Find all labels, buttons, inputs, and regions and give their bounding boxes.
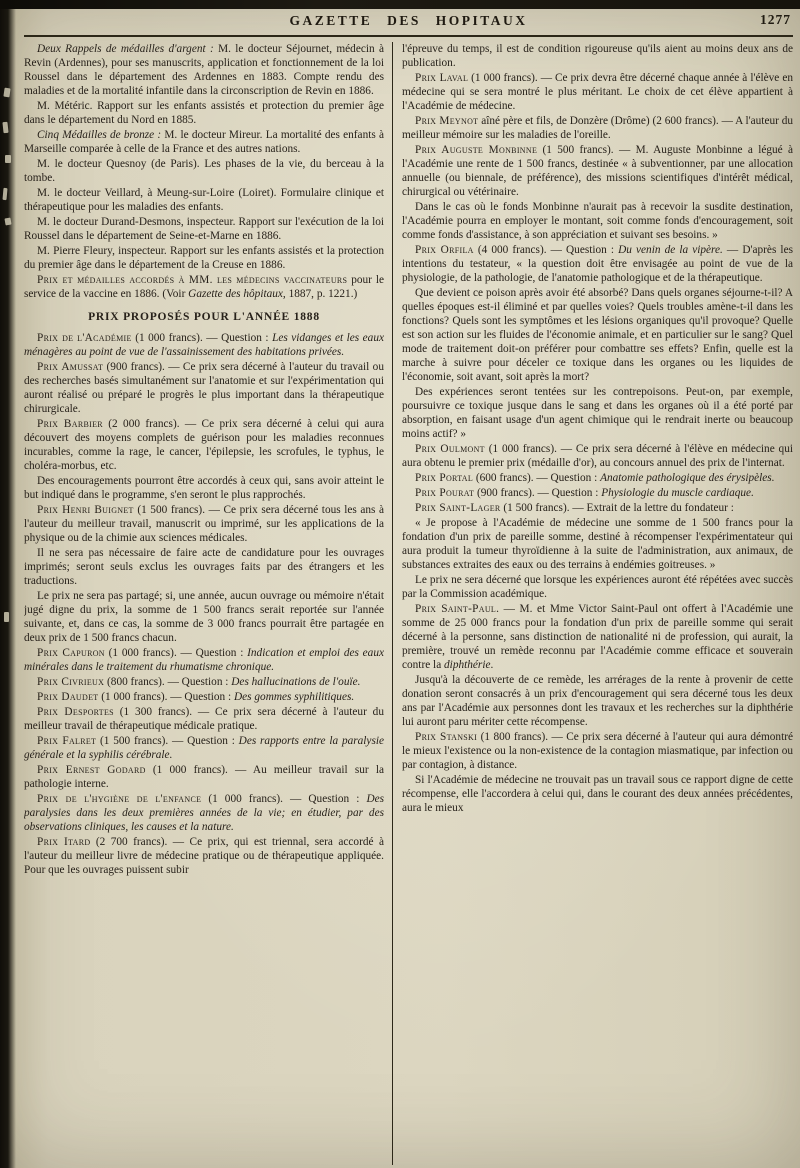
italic-text: Du venin de la vipère. <box>618 244 723 256</box>
text-segment: M. le docteur Veillard, à Meung-sur-Loire (Loiret). Formulaire clinique et thérapeutique pour les maladies des enfants. <box>24 187 384 213</box>
paragraph <box>402 143 793 199</box>
paragraph <box>402 730 793 772</box>
prize-name: Prix Auguste Monbinne <box>415 144 538 156</box>
italic-text: Deux Rappels de médailles d'argent : <box>37 43 219 55</box>
text-segment: Des expériences seront tentées sur les contrepoisons. Peut-on, par exemple, poursuivre ce toxique jusque dans le sang et dans les organes où il a été porté par absorption, en faisant usage d'un agent chimique qui le rendrait inerte ou beaucoup moins actif? » <box>402 386 793 440</box>
text-segment: (1 000 francs). — Question : <box>201 793 367 805</box>
italic-text: Des gommes syphilitiques. <box>234 691 355 703</box>
scan-mark <box>2 122 8 133</box>
text-segment: Il ne sera pas nécessaire de faire acte de candidature pour les ouvrages imprimés; seront seuls exclus les ouvrages faits par des étrangers et les traductions. <box>24 547 384 587</box>
italic-text: diphthérie <box>444 659 491 671</box>
italic-text: Gazette des hôpitaux, <box>188 288 286 300</box>
paragraph <box>24 417 384 473</box>
paragraph <box>24 792 384 834</box>
prize-name: Prix Itard <box>37 836 91 848</box>
page-number: 1277 <box>760 12 791 27</box>
paragraph <box>402 516 793 572</box>
italic-text: Indication et emploi des eaux minérales dans le traitement du rhumatisme chronique. <box>24 647 384 673</box>
text-segment: (1 000 francs). — Ce prix devra être décerné chaque année à l'élève en médecine qui se sera montré le plus méritant. Le choix de cet élève appartient à l'Académie de médecine. <box>402 72 793 112</box>
text-segment: Le prix ne sera pas partagé; si, une année, aucun ouvrage ou mémoire n'était jugé digne du prix, la somme de 1 500 francs serait reportée sur l'année suivante, et, dans ce cas, la somme de 3 000 francs pourrait être partagée en deux prix de 1 500 francs chacun. <box>24 590 384 644</box>
paragraph <box>402 501 793 515</box>
italic-text: Les vidanges et les eaux ménagères au point de vue de l'assainissement des habitations privées. <box>24 332 384 358</box>
prize-name: Prix Portal <box>415 472 474 484</box>
text-segment: (4 000 francs). — Question : <box>473 244 619 256</box>
prize-name: Prix Civrieux <box>37 676 105 688</box>
scan-mark <box>4 218 11 226</box>
page-content <box>24 9 793 1168</box>
paragraph <box>402 602 793 672</box>
italic-text: Des hallucinations de l'ouïe. <box>231 676 361 688</box>
prize-name: Prix Falret <box>37 735 97 747</box>
masthead <box>24 9 793 33</box>
text-segment: — D'après les intentions du testateur, « la question doit être envisagée au point de vue de la physiologie, de la pathologie, de l'anatomie pathologique et de la thérapeutique. <box>402 244 793 284</box>
paragraph <box>24 157 384 185</box>
text-segment: l'épreuve du temps, il est de condition rigoureuse qu'ils aient au moins deux ans de publication. <box>402 43 793 69</box>
text-segment: (900 francs). — Ce prix sera décerné à l'auteur du travail ou des recherches basés simultanément sur l'anatomie et sur l'expérimentation qui auront réalisé ou préparé le progrès le plus important dans la thérapeutique chirurgicale. <box>24 361 384 415</box>
text-segment: M. le docteur Séjournet, médecin à Revin (Ardennes), pour ses manuscrits, application et fonctionnement de la loi Roussel dans le département des Ardennes en 1883. Compte rendu des maladies et de la mortalité infantile dans la circonscription de Revin en 1886. <box>24 43 384 97</box>
prize-name: Prix Henri Buignet <box>37 504 134 516</box>
paragraph <box>402 773 793 815</box>
text-segment: 1887, p. 1221.) <box>285 288 358 300</box>
text-segment: (1 500 francs). — Extrait de la lettre du fondateur : <box>500 502 734 514</box>
paragraph <box>24 705 384 733</box>
prize-name: Prix Capuron <box>37 647 105 659</box>
italic-text: Cinq Médailles de bronze : <box>37 129 165 141</box>
text-segment: M. Pierre Fleury, inspecteur. Rapport sur les enfants assistés et la protection du premier âge dans le département de la Creuse en 1886. <box>24 245 384 271</box>
prize-name: Prix Oulmont <box>415 443 485 455</box>
text-segment: (1 500 francs). — M. Auguste Monbinne a légué à l'Académie une rente de 1 500 francs, destinée « à subventionner, par une allocation annuelle (ou biennale, de préférence), des missions scientifiques d'intérêt médical, chirurgical ou vétérinaire. <box>402 144 793 198</box>
prize-name: Prix Pourat <box>415 487 475 499</box>
prize-name: Prix Laval <box>415 72 469 84</box>
prize-name: Prix Meynot <box>415 115 479 127</box>
paragraph <box>24 186 384 214</box>
scan-mark <box>3 88 10 98</box>
text-segment: (2 000 francs). — Ce prix sera décerné à celui qui aura découvert des moyens complets de guérison pour les maladies reconnues incurables, comme la rage, le cancer, l'épilepsie, les scrofules, le typhus, le choléra-morbus, etc. <box>24 418 384 472</box>
columns-wrapper <box>24 37 793 1165</box>
text-segment: aîné père et fils, de Donzère (Drôme) (2 600 francs). — A l'auteur du meilleur mémoire sur les maladies de l'oreille. <box>402 115 793 141</box>
text-segment: Dans le cas où le fonds Monbinne n'aurait pas à recevoir la susdite destination, l'Académie pourra en employer le montant, soit comme fonds d'encouragement, soit comme fonds d'assistance, à son appréciation et suivant ses besoins. » <box>402 201 793 241</box>
paragraph <box>24 128 384 156</box>
paragraph <box>402 471 793 485</box>
prize-name: Prix Orfila <box>415 244 474 256</box>
text-segment: M. le docteur Quesnoy (de Paris). Les phases de la vie, du berceau à la tombe. <box>24 158 384 184</box>
italic-text: Physiologie du muscle cardiaque. <box>601 487 754 499</box>
paragraph <box>402 486 793 500</box>
text-segment: M. le docteur Durand-Desmons, inspecteur. Rapport sur l'exécution de la loi Roussel dans le département de Seine-et-Marne en 1886. <box>24 216 384 242</box>
italic-text: Anatomie pathologique des érysipèles. <box>600 472 775 484</box>
text-segment: (1 500 francs). — Ce prix sera décerné tous les ans à l'auteur du meilleur travail, manuscrit ou imprimé, sur les applications de la physique ou de la chimie aux sciences médicales. <box>24 504 384 544</box>
text-segment: Que devient ce poison après avoir été absorbé? Dans quels organes séjourne-t-il? A quelles époques est-il éliminé et par quelles voies? Quels troubles amène-t-il dans les fonctions? Quels sont les symptômes et les lésions organiques qu'il provoque? Quelle est son action sur les fluides de l'économie animale, et en particulier sur le sang? Quel mode de traitement doit-on préférer pour combattre ses effets? Enfin, quelle est la marche à suivre pour déceler ce toxique dans les organes ou les liquides de l'économie, soit avant, soit après la mort? <box>402 287 793 383</box>
prize-name: Prix Ernest Godard <box>37 764 146 776</box>
paragraph <box>24 331 384 359</box>
text-segment: . — M. et Mme Victor Saint-Paul ont offert à l'Académie une somme de 25 000 francs pour la fondation d'un prix de pareille somme qui serait décerné à la personne, sans distinction de nationalité ni de profession, qui aurait, la première, trouvé un remède reconnu par l'Académie comme efficace et souverain contre la <box>402 603 793 671</box>
text-segment: (600 francs). — Question : <box>473 472 601 484</box>
prize-name: Prix Saint-Paul <box>415 603 497 615</box>
text-segment: . <box>490 659 494 671</box>
paragraph <box>402 573 793 601</box>
paragraph <box>402 442 793 470</box>
text-segment: M. le docteur Mireur. La mortalité des enfants à Marseille comparée à celle de la France et des autres nations. <box>24 129 384 155</box>
text-segment: (1 000 francs). — Au meilleur travail sur la pathologie interne. <box>24 764 384 790</box>
text-segment: (900 francs). — Question : <box>474 487 602 499</box>
text-segment: (1 300 francs). — Ce prix sera décerné à l'auteur du meilleur travail de thérapeutique médicale pratique. <box>24 706 384 732</box>
paragraph <box>24 690 384 704</box>
paragraph <box>402 200 793 242</box>
paragraph <box>402 42 793 70</box>
paragraph <box>24 42 384 98</box>
paragraph <box>24 503 384 545</box>
prize-name: Prix Daudet <box>37 691 99 703</box>
scan-mark <box>4 612 9 622</box>
paragraph <box>24 675 384 689</box>
prize-name: Prix de l'hygiène de l'enfance <box>37 793 202 805</box>
prize-name: Prix Barbier <box>37 418 103 430</box>
paragraph <box>24 589 384 645</box>
prize-name: Prix Stanski <box>415 731 478 743</box>
paragraph <box>24 546 384 588</box>
scan-mark <box>5 155 11 163</box>
text-segment: Des encouragements pourront être accordés à ceux qui, sans avoir atteint le but indiqué dans le programme, s'en seront le plus rapprochés. <box>24 475 384 501</box>
text-segment: (1 000 francs). — Question : <box>131 332 273 344</box>
text-segment: (1 000 francs). — Question : <box>104 647 248 659</box>
prize-name: Prix Saint-Lager <box>415 502 501 514</box>
text-segment: (800 francs). — Question : <box>104 676 232 688</box>
text-segment: M. Météric. Rapport sur les enfants assistés et protection du premier âge dans le département du Nord en 1885. <box>24 100 384 126</box>
text-segment: pour le service de la vaccine en 1886. (Voir <box>24 274 385 300</box>
paragraph <box>402 286 793 384</box>
paragraph <box>24 360 384 416</box>
paragraph <box>402 114 793 142</box>
text-segment: (1 000 francs). — Question : <box>98 691 234 703</box>
text-segment: (1 500 francs). — Question : <box>96 735 239 747</box>
right-column <box>393 42 793 1165</box>
paragraph <box>24 835 384 877</box>
paragraph <box>402 243 793 285</box>
journal-title: GAZETTE DES HOPITAUX <box>289 13 528 28</box>
text-segment: (1 000 francs). — Ce prix sera décerné à l'élève en médecine qui aura obtenu le premier prix (médaille d'or), au concours annuel des prix de l'internat. <box>402 443 793 469</box>
section-heading: PRIX PROPOSÉS POUR L'ANNÉE 1888 <box>88 311 320 323</box>
italic-text: Des rapports entre la paralysie générale et la syphilis cérébrale. <box>24 735 384 761</box>
paragraph <box>24 763 384 791</box>
paragraph <box>402 71 793 113</box>
paragraph <box>24 646 384 674</box>
prize-name: Prix de l'Académie <box>37 332 132 344</box>
text-segment: Si l'Académie de médecine ne trouvait pas un travail sous ce rapport digne de cette récompense, elle l'accordera à celui qui, dans le courant des deux années précédentes, aura le mieux <box>402 774 793 814</box>
prize-name: Prix Amussat <box>37 361 104 373</box>
text-segment: (2 700 francs). — Ce prix, qui est triennal, sera accordé à l'auteur du meilleur livre de médecine pratique ou de thérapeutique appliquée. Pour que les ouvrages puissent subir <box>24 836 384 876</box>
paragraph <box>24 273 384 301</box>
scan-top-edge <box>0 0 800 9</box>
left-column <box>24 42 392 1165</box>
text-segment: (1 800 francs). — Ce prix sera décerné à l'auteur qui aura démontré le mieux l'existence ou la non-existence de la contagion miasmatique, par infection ou par contagion, à distance. <box>402 731 793 771</box>
paragraph <box>402 673 793 729</box>
paragraph <box>24 244 384 272</box>
paragraph <box>24 215 384 243</box>
paragraph <box>402 385 793 441</box>
text-segment: Le prix ne sera décerné que lorsque les expériences auront été répétées avec succès par la Commission académique. <box>402 574 793 600</box>
text-segment: « Je propose à l'Académie de médecine une somme de 1 500 francs pour la fondation d'un prix de pareille somme, destiné à récompenser l'expérimentateur qui aura produit la tumeur thyroïdienne à la suite de l'administration, aux animaux, de substances extraites des eaux ou des terrains à endémies goitreuses. » <box>402 517 793 571</box>
scan-left-edge <box>0 0 16 1168</box>
paragraph <box>24 474 384 502</box>
paragraph <box>24 734 384 762</box>
paragraph <box>24 99 384 127</box>
prize-name: Prix Desportes <box>37 706 114 718</box>
prize-name: Prix et médailles accordés à MM. les médecins vaccinateurs <box>37 274 348 286</box>
italic-text: Des paralysies dans les deux premières années de la vie; en étudier, par des observations cliniques, les causes et la nature. <box>24 793 385 833</box>
text-segment: Jusqu'à la découverte de ce remède, les arrérages de la rente à provenir de cette donation seront consacrés à un prix d'encouragement qui sera décerné tous les deux ans par l'Académie aux personnes dont les travaux et les recherches sur la diphthérie lui auront paru mériter cette récompense. <box>402 674 793 728</box>
